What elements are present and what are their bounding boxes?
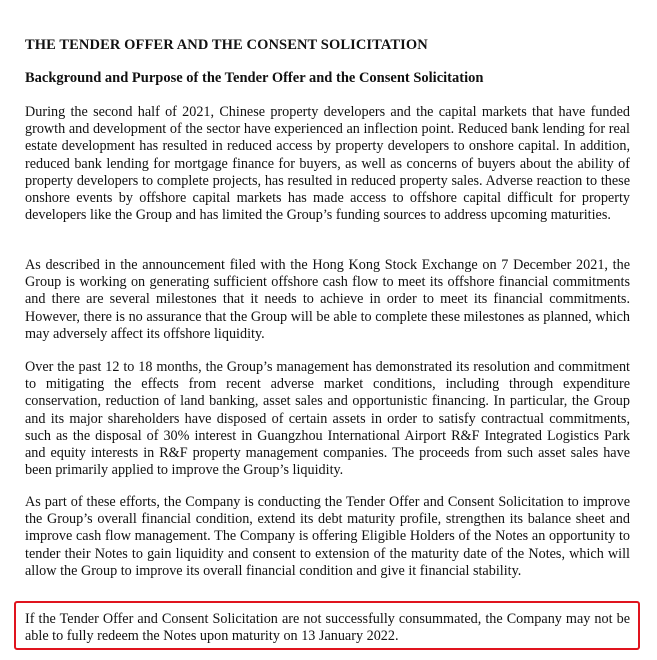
paragraph-management-efforts: Over the past 12 to 18 months, the Group’s management has demonstrated its resolution and commitment to mitigating the effects from recent adverse market conditions, including through expenditure conservation, reduction of land banking, asset sales and opportunistic financing. In particular, the Group and its major shareholders have disposed of certain assets in order to satisfy contractual commitments, such as the disposal of 30% interest in Guangzhou International Airport R&F Integrated Logistics Park and equity interests in R&F property management companies. The proceeds from such asset sales have been primarily applied to improve the Group’s liquidity. (25, 359, 630, 479)
paragraph-offshore-cash-flow: As described in the announcement filed with the Hong Kong Stock Exchange on 7 December 2021, the Group is working on generating sufficient offshore cash flow to meet its offshore financial commitments and there are several milestones that it needs to achieve in order to meet its financial commitments. However, there is no assurance that the Group will be able to complete these milestones as planned, which may adversely affect its offshore liquidity. (25, 257, 630, 342)
paragraph-tender-offer-purpose: As part of these efforts, the Company is conducting the Tender Offer and Consent Solicitation to improve the Group’s overall financial condition, extend its debt maturity profile, strengthen its balance sheet and improve cash flow management. The Company is offering Eligible Holders of the Notes an opportunity to tender their Notes to gain liquidity and consent to extension of the maturity date of the Notes, which will allow the Group to improve its overall financial condition and give it financial stability. (25, 494, 630, 579)
paragraph-risk-highlighted: If the Tender Offer and Consent Solicitation are not successfully consummated, the Company may not be able to fully redeem the Notes upon maturity on 13 January 2022. (25, 611, 630, 645)
highlight-annotation-box (14, 601, 640, 650)
section-subtitle: Background and Purpose of the Tender Offer and the Consent Solicitation (25, 70, 484, 86)
section-title: THE TENDER OFFER AND THE CONSENT SOLICITATION (25, 37, 428, 53)
paragraph-market-background: During the second half of 2021, Chinese property developers and the capital markets that have funded growth and development of the sector have experienced an inflection point. Reduced bank lending for real estate development has resulted in reduced access by property developers to onshore capital. In addition, reduced bank lending for mortgage finance for buyers, as well as concerns of buyers about the ability of property developers to complete projects, has resulted in reduced property sales. Adverse reaction to these onshore events by offshore capital markets has made access to offshore capital difficult for property developers like the Group and has limited the Group’s funding sources to address upcoming maturities. (25, 104, 630, 224)
